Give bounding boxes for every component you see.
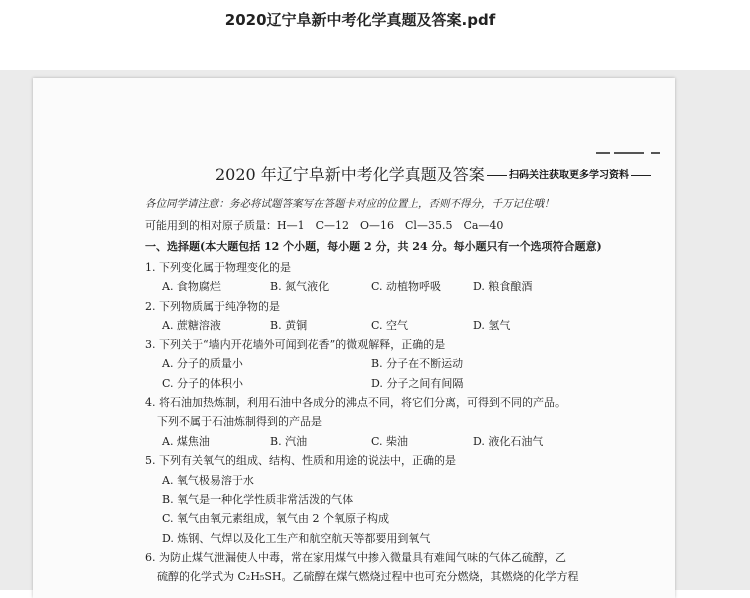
promo-banner: [485, 166, 653, 181]
question-stem: 4. 将石油加热炼制，利用石油中各成分的沸点不同，将它们分离，可得到不同的产品。: [145, 396, 566, 409]
question-stem: 6. 为防止煤气泄漏使人中毒，常在家用煤气中掺入微量具有难闻气味的气体乙硫醇，乙: [145, 551, 566, 564]
option-c: C. 空气: [371, 319, 409, 332]
option-a: A. 蔗糖溶液: [162, 319, 221, 332]
notice-text: 各位同学请注意：务必将试题答案写在答题卡对应的位置上，否则不得分，千万记住哦！: [145, 198, 555, 210]
option-d: D. 氢气: [473, 319, 511, 332]
option-b: B. 分子在不断运动: [371, 357, 464, 370]
option-c: C. 柴油: [371, 435, 409, 448]
option-a: A. 氧气极易溶于水: [162, 474, 254, 487]
question-stem: 5. 下列有关氧气的组成、结构、性质和用途的说法中，正确的是: [145, 454, 456, 467]
banner-rule-right: [631, 175, 651, 176]
option-a: A. 煤焦油: [162, 435, 210, 448]
banner-text: 扫码关注获取更多学习资料: [509, 170, 629, 181]
option-b: B. 黄铜: [270, 319, 308, 332]
atomic-masses: 可能用到的相对原子质量：H—1 C—12 O—16 Cl—35.5 Ca—40: [145, 219, 504, 232]
document-title: 2020 年辽宁阜新中考化学真题及答案: [215, 165, 485, 184]
question-stem-continued: 硫醇的化学式为 C₂H₅SH。乙硫醇在煤气燃烧过程中也可充分燃烧，其燃烧的化学方程: [157, 570, 579, 583]
viewer-header: [0, 0, 750, 70]
question-stem: 3. 下列关于“墙内开花墙外可闻到花香”的微观解释，正确的是: [145, 338, 446, 351]
option-d: D. 粮食酿酒: [473, 280, 533, 293]
question-stem: 2. 下列物质属于纯净物的是: [145, 300, 280, 313]
pdf-page: [33, 78, 675, 598]
option-c: C. 氧气由氧元素组成，氧气由 2 个氧原子构成: [162, 512, 390, 525]
pdf-viewer-area[interactable]: [0, 70, 750, 590]
question-stem: 1. 下列变化属于物理变化的是: [145, 261, 291, 274]
banner-rule-left: [487, 175, 507, 176]
option-c: C. 分子的体积小: [162, 377, 244, 390]
corner-mark: [596, 150, 660, 156]
option-a: A. 食物腐烂: [162, 280, 221, 293]
option-d: D. 分子之间有间隔: [371, 377, 464, 390]
option-a: A. 分子的质量小: [162, 357, 243, 370]
option-b: B. 氮气液化: [270, 280, 330, 293]
option-b: B. 汽油: [270, 435, 308, 448]
option-d: D. 炼钢、气焊以及化工生产和航空航天等都要用到氧气: [162, 532, 431, 545]
question-stem-continued: 下列不属于石油炼制得到的产品是: [157, 415, 322, 428]
option-c: C. 动植物呼吸: [371, 280, 442, 293]
option-d: D. 液化石油气: [473, 435, 544, 448]
section-heading: 一、选择题(本大题包括 12 个小题，每小题 2 分，共 24 分。每小题只有一个选项符合题意): [145, 240, 602, 253]
file-title: 2020辽宁阜新中考化学真题及答案.pdf: [224, 11, 496, 29]
option-b: B. 氧气是一种化学性质非常活泼的气体: [162, 493, 354, 506]
